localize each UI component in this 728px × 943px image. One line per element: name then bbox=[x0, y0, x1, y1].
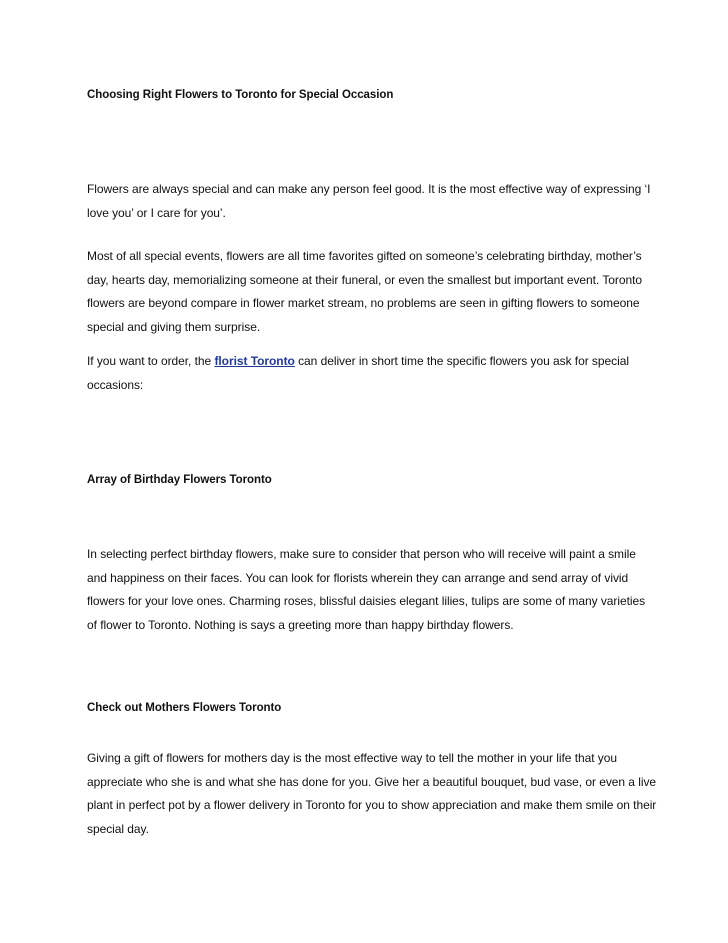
order-text-after-link: can deliver in short time the specific flowers you ask for special occasions: bbox=[87, 354, 629, 392]
order-paragraph bbox=[87, 350, 657, 397]
birthday-paragraph: In selecting perfect birthday flowers, make sure to consider that person who will receive will paint a smile and happiness on their faces. You can look for florists wherein they can arrange and send array of vivid flowers for your love ones. Charming roses, blissful daisies elegant lilies, tulips are some of many varieties of flower to Toronto. Nothing is says a greeting more than happy birthday flowers. bbox=[87, 547, 646, 632]
birthday-heading: Array of Birthday Flowers Toronto bbox=[87, 474, 272, 486]
order-text-before-link: If you want to order, the bbox=[87, 354, 215, 368]
mothers-heading: Check out Mothers Flowers Toronto bbox=[87, 702, 282, 714]
intro-paragraph: Flowers are always special and can make any person feel good. It is the most effective way of expressing ‘I love you’ or I care for you’. bbox=[87, 182, 651, 220]
mothers-paragraph: Giving a gift of flowers for mothers day is the most effective way to tell the mother in your life that you appreciate who she is and what she has done for you. Give her a beautiful bouquet, bud vase, or even a live plant in perfect pot by a flower delivery in Toronto for you to show appreciation and make them smile on their special day. bbox=[87, 751, 657, 836]
document-title: Choosing Right Flowers to Toronto for Special Occasion bbox=[87, 89, 394, 101]
events-paragraph: Most of all special events, flowers are all time favorites gifted on someone’s celebrating birthday, mother’s day, hearts day, memorializing someone at their funeral, or even the smallest but important event. Toronto flowers are beyond compare in flower market stream, no problems are seen in gifting flowers to someone special and giving them surprise. bbox=[87, 249, 642, 334]
florist-toronto-link[interactable]: florist Toronto bbox=[214, 354, 295, 368]
